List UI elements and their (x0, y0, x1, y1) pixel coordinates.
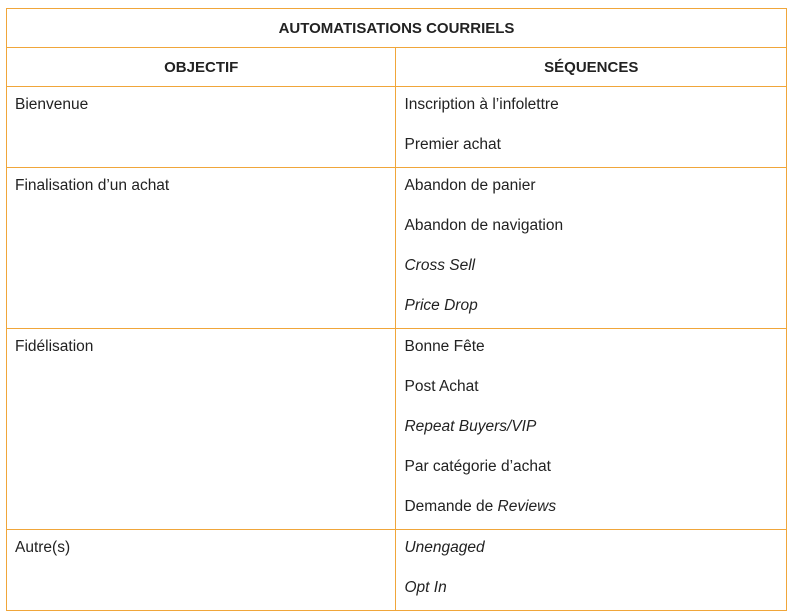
sequence-text: Post Achat (404, 378, 479, 395)
sequence-text: Par catégorie d’achat (404, 458, 551, 475)
sequence-item (396, 570, 786, 610)
sequences-cell (396, 329, 787, 530)
objectif-cell (7, 87, 396, 168)
table-body (7, 87, 787, 611)
sequence-item (396, 449, 786, 489)
table-row (7, 329, 787, 530)
sequence-text: Bonne Fête (404, 338, 485, 355)
sequence-text: Abandon de navigation (404, 217, 564, 234)
sequence-italic-text: Price Drop (404, 297, 478, 314)
sequence-item (396, 168, 786, 208)
sequence-item (396, 530, 786, 570)
sequence-item (396, 127, 786, 167)
table-header-row (7, 48, 787, 87)
sequence-italic-text: Opt In (404, 579, 447, 596)
sequences-cell (396, 530, 787, 611)
sequence-italic-text: Reviews (497, 498, 557, 515)
objectif-label: Fidélisation (15, 338, 94, 355)
sequences-cell (396, 87, 787, 168)
sequence-text: Demande de (404, 498, 498, 515)
table-row (7, 168, 787, 329)
objectif-label: Bienvenue (15, 96, 89, 113)
sequences-cell (396, 168, 787, 329)
sequence-item (396, 369, 786, 409)
objectif-label: Autre(s) (15, 539, 71, 556)
objectif-cell (7, 168, 396, 329)
table-title: AUTOMATISATIONS COURRIELS (7, 9, 787, 48)
sequence-item (396, 87, 786, 127)
sequence-text: Inscription à l’infolettre (404, 96, 559, 113)
sequence-text: Abandon de panier (404, 177, 536, 194)
sequence-italic-text: Unengaged (404, 539, 485, 556)
automation-table (6, 8, 787, 611)
sequence-italic-text: Cross Sell (404, 257, 476, 274)
objectif-label: Finalisation d’un achat (15, 177, 170, 194)
sequence-item (396, 288, 786, 328)
table-row (7, 87, 787, 168)
sequence-item (396, 329, 786, 369)
sequence-italic-text: Repeat Buyers/VIP (404, 418, 537, 435)
table-title-row (7, 9, 787, 48)
sequence-item (396, 489, 786, 529)
objectif-cell (7, 329, 396, 530)
sequence-item (396, 409, 786, 449)
table-row (7, 530, 787, 611)
sequence-item (396, 208, 786, 248)
sequence-item (396, 248, 786, 288)
header-sequences: SÉQUENCES (396, 48, 787, 87)
header-objectif: OBJECTIF (7, 48, 396, 87)
objectif-cell (7, 530, 396, 611)
sequence-text: Premier achat (404, 136, 501, 153)
